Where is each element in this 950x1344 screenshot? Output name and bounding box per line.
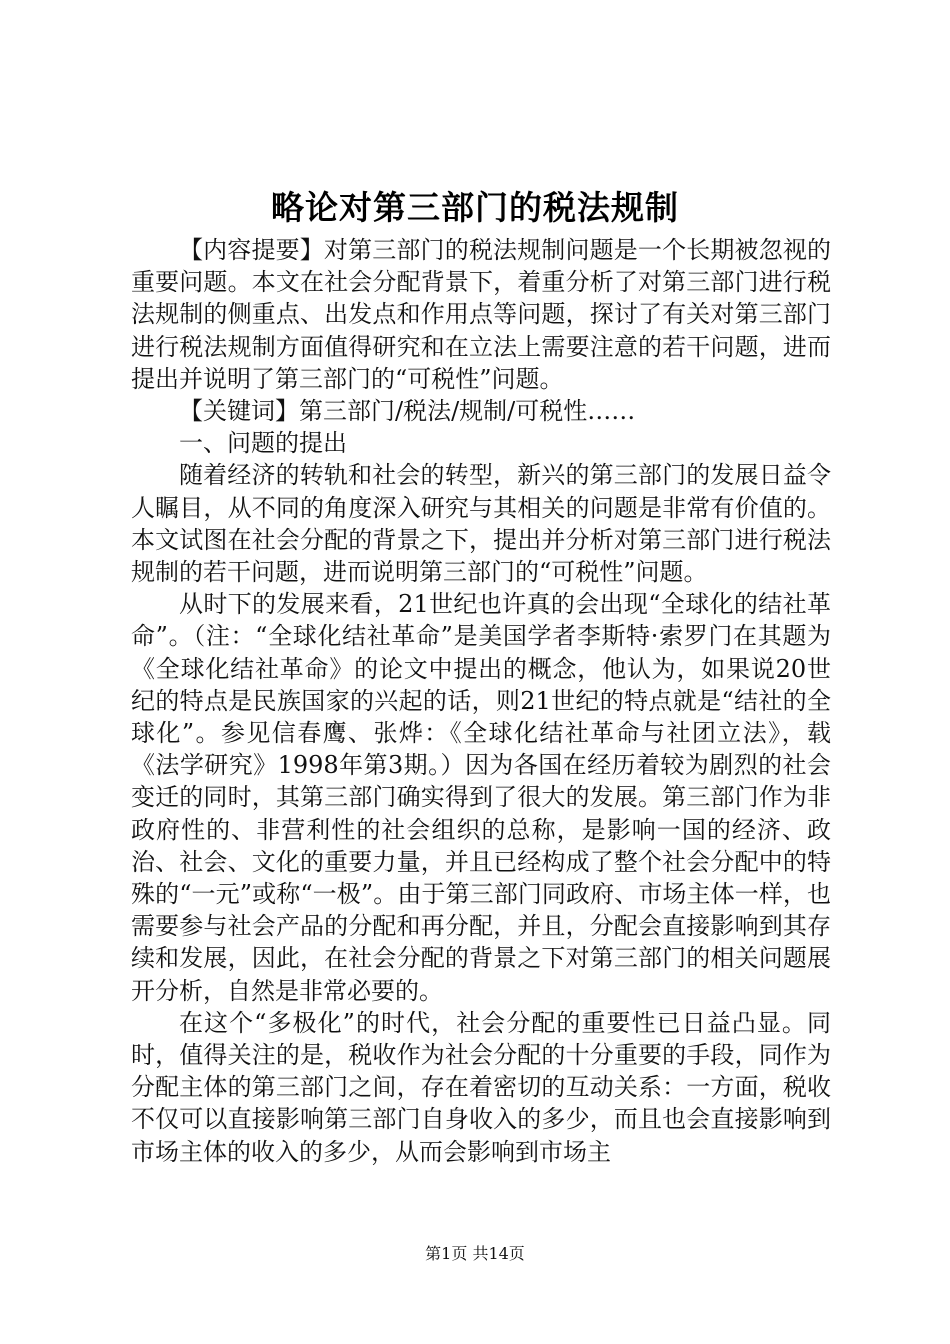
body-paragraph: 在这个“多极化”的时代，社会分配的重要性已日益凸显。同时，值得关注的是，税收作为社会分配的十分重要的手段，同作为分配主体的第三部门之间，存在着密切的互动关系：一方面，税收不仅可以直接影响第三部门自身收入的多少，而且也会直接影响到市场主体的收入的多少，从而会影响到市场主: [131, 1008, 831, 1166]
document-title: 略论对第三部门的税法规制: [271, 188, 679, 227]
body-paragraph: 随着经济的转轨和社会的转型，新兴的第三部门的发展日益令人瞩目，从不同的角度深入研究与其相关的问题是非常有价值的。本文试图在社会分配的背景之下，提出并分析对第三部门进行税法规制的若干问题，进而说明第三部门的“可税性”问题。: [131, 461, 831, 587]
keywords-paragraph: 【关键词】第三部门/税法/规制/可税性……: [179, 397, 636, 426]
body-paragraph: 从时下的发展来看，21世纪也许真的会出现“全球化的结社革命”。（注：“全球化结社革命”是美国学者李斯特·索罗门在其题为《全球化结社革命》的论文中提出的概念，他认为，如果说20世纪的特点是民族国家的兴起的话，则21世纪的特点就是“结社的全球化”。参见信春鹰、张烨：《全球化结社革命与社团立法》，载《法学研究》1998年第3期。）因为各国在经历着较为剧烈的社会变迁的同时，其第三部门确实得到了很大的发展。第三部门作为非政府性的、非营利性的社会组织的总称，是影响一国的经济、政治、社会、文化的重要力量，并且已经构成了整个社会分配中的特殊的“一元”或称“一极”。由于第三部门同政府、市场主体一样，也需要参与社会产品的分配和再分配，并且，分配会直接影响到其存续和发展，因此，在社会分配的背景之下对第三部门的相关问题展开分析，自然是非常必要的。: [131, 590, 831, 1005]
abstract-paragraph: 【内容提要】对第三部门的税法规制问题是一个长期被忽视的重要问题。本文在社会分配背景下，着重分析了对第三部门进行税法规制的侧重点、出发点和作用点等问题，探讨了有关对第三部门进行税法规制方面值得研究和在立法上需要注意的若干问题，进而提出并说明了第三部门的“可税性”问题。: [131, 236, 831, 393]
section-heading: 一、问题的提出: [179, 429, 347, 458]
document-body: [131, 234, 831, 1168]
page-number-footer: 第1页 共14页: [425, 1244, 525, 1263]
